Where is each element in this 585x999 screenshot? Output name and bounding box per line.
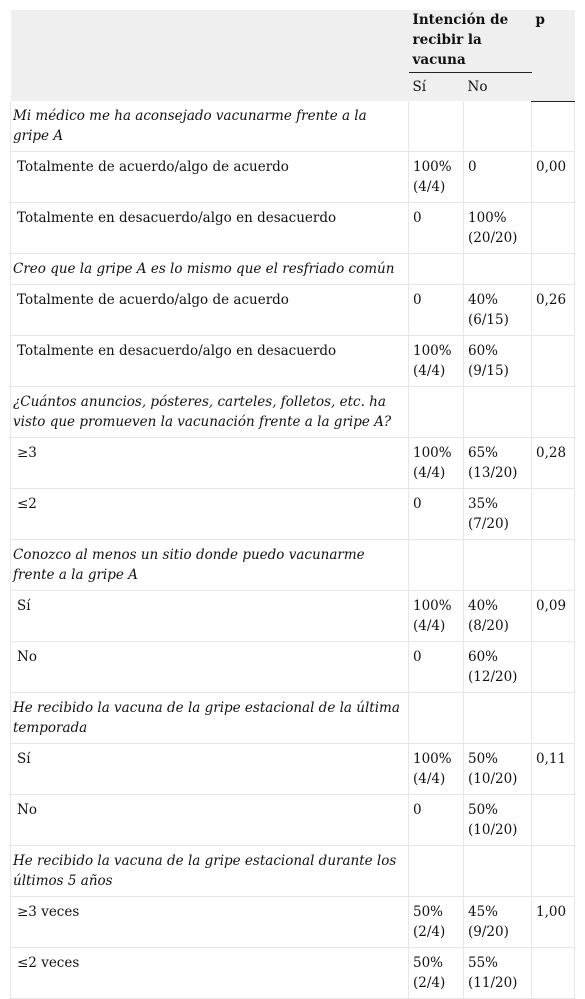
vaccine-intention-table — [10, 10, 575, 999]
value-si: 50% (2/4) — [409, 897, 464, 948]
value-no: 60% (12/20) — [464, 642, 532, 693]
value-no: 50% (10/20) — [464, 795, 532, 846]
value-si: 100% (4/4) — [409, 591, 464, 642]
table-row — [11, 744, 575, 795]
table-container — [10, 10, 574, 999]
header-p-label: p — [532, 10, 575, 73]
section-row — [11, 387, 575, 438]
value-no: 65% (13/20) — [464, 438, 532, 489]
p-value — [532, 948, 575, 999]
header-yes-label: Sí — [409, 73, 464, 102]
p-value: 0,28 — [532, 438, 575, 489]
p-value: 0,00 — [532, 152, 575, 203]
row-label: Totalmente en desacuerdo/algo en desacuerdo — [11, 203, 409, 254]
section-title: Mi médico me ha aconsejado vacunarme frente a la gripe A — [11, 101, 409, 152]
section-title: Creo que la gripe A es lo mismo que el resfriado común — [11, 254, 409, 285]
table-row — [11, 795, 575, 846]
empty-cell — [409, 693, 464, 744]
table-row — [11, 285, 575, 336]
row-label: Totalmente en desacuerdo/algo en desacuerdo — [11, 336, 409, 387]
empty-cell — [464, 846, 532, 897]
value-no: 45% (9/20) — [464, 897, 532, 948]
row-label: No — [11, 795, 409, 846]
value-si: 100% (4/4) — [409, 336, 464, 387]
row-label: Sí — [11, 591, 409, 642]
value-no: 50% (10/20) — [464, 744, 532, 795]
empty-cell — [464, 101, 532, 152]
p-value: 0,11 — [532, 744, 575, 795]
empty-cell — [532, 540, 575, 591]
table-row — [11, 897, 575, 948]
row-label: Sí — [11, 744, 409, 795]
table-header — [11, 10, 575, 101]
p-value: 0,26 — [532, 285, 575, 336]
value-no: 40% (6/15) — [464, 285, 532, 336]
value-si: 0 — [409, 642, 464, 693]
empty-cell — [409, 101, 464, 152]
p-value — [532, 489, 575, 540]
table-row — [11, 152, 575, 203]
section-row — [11, 254, 575, 285]
empty-cell — [409, 387, 464, 438]
p-value — [532, 203, 575, 254]
header-empty-cell — [11, 73, 409, 102]
row-label: ≥3 veces — [11, 897, 409, 948]
empty-cell — [532, 846, 575, 897]
value-si: 100% (4/4) — [409, 152, 464, 203]
table-row — [11, 642, 575, 693]
p-value — [532, 642, 575, 693]
table-row — [11, 948, 575, 999]
empty-cell — [464, 693, 532, 744]
empty-cell — [409, 540, 464, 591]
value-no: 40% (8/20) — [464, 591, 532, 642]
value-si: 0 — [409, 795, 464, 846]
table-body — [11, 101, 575, 999]
section-title: Conozco al menos un sitio donde puedo vacunarme frente a la gripe A — [11, 540, 409, 591]
p-value — [532, 795, 575, 846]
empty-cell — [532, 693, 575, 744]
section-title: ¿Cuántos anuncios, pósteres, carteles, folletos, etc. ha visto que promueven la vacunación frente a la gripe A? — [11, 387, 409, 438]
empty-cell — [532, 387, 575, 438]
value-si: 100% (4/4) — [409, 744, 464, 795]
header-no-label: No — [464, 73, 532, 102]
value-si: 0 — [409, 285, 464, 336]
row-label: Totalmente de acuerdo/algo de acuerdo — [11, 285, 409, 336]
section-row — [11, 693, 575, 744]
value-no: 0 — [464, 152, 532, 203]
value-si: 0 — [409, 489, 464, 540]
section-title: He recibido la vacuna de la gripe estacional de la última temporada — [11, 693, 409, 744]
row-label: ≤2 veces — [11, 948, 409, 999]
table-row — [11, 336, 575, 387]
row-label: ≥3 — [11, 438, 409, 489]
p-value: 0,09 — [532, 591, 575, 642]
value-si: 100% (4/4) — [409, 438, 464, 489]
section-row — [11, 101, 575, 152]
empty-cell — [409, 846, 464, 897]
row-label: Totalmente de acuerdo/algo de acuerdo — [11, 152, 409, 203]
section-row — [11, 846, 575, 897]
empty-cell — [464, 540, 532, 591]
empty-cell — [532, 101, 575, 152]
p-value — [532, 336, 575, 387]
header-p-underline-cell — [532, 73, 575, 102]
value-si: 50% (2/4) — [409, 948, 464, 999]
section-title: He recibido la vacuna de la gripe estacional durante los últimos 5 años — [11, 846, 409, 897]
row-label: ≤2 — [11, 489, 409, 540]
empty-cell — [532, 254, 575, 285]
value-si: 0 — [409, 203, 464, 254]
value-no: 60% (9/15) — [464, 336, 532, 387]
table-row — [11, 489, 575, 540]
table-row — [11, 591, 575, 642]
table-row — [11, 203, 575, 254]
table-row — [11, 438, 575, 489]
p-value: 1,00 — [532, 897, 575, 948]
value-no: 55% (11/20) — [464, 948, 532, 999]
header-group-label: Intención de recibir la vacuna — [409, 10, 532, 73]
empty-cell — [464, 387, 532, 438]
value-no: 35% (7/20) — [464, 489, 532, 540]
header-empty-cell — [11, 10, 409, 73]
empty-cell — [409, 254, 464, 285]
section-row — [11, 540, 575, 591]
row-label: No — [11, 642, 409, 693]
value-no: 100% (20/20) — [464, 203, 532, 254]
empty-cell — [464, 254, 532, 285]
